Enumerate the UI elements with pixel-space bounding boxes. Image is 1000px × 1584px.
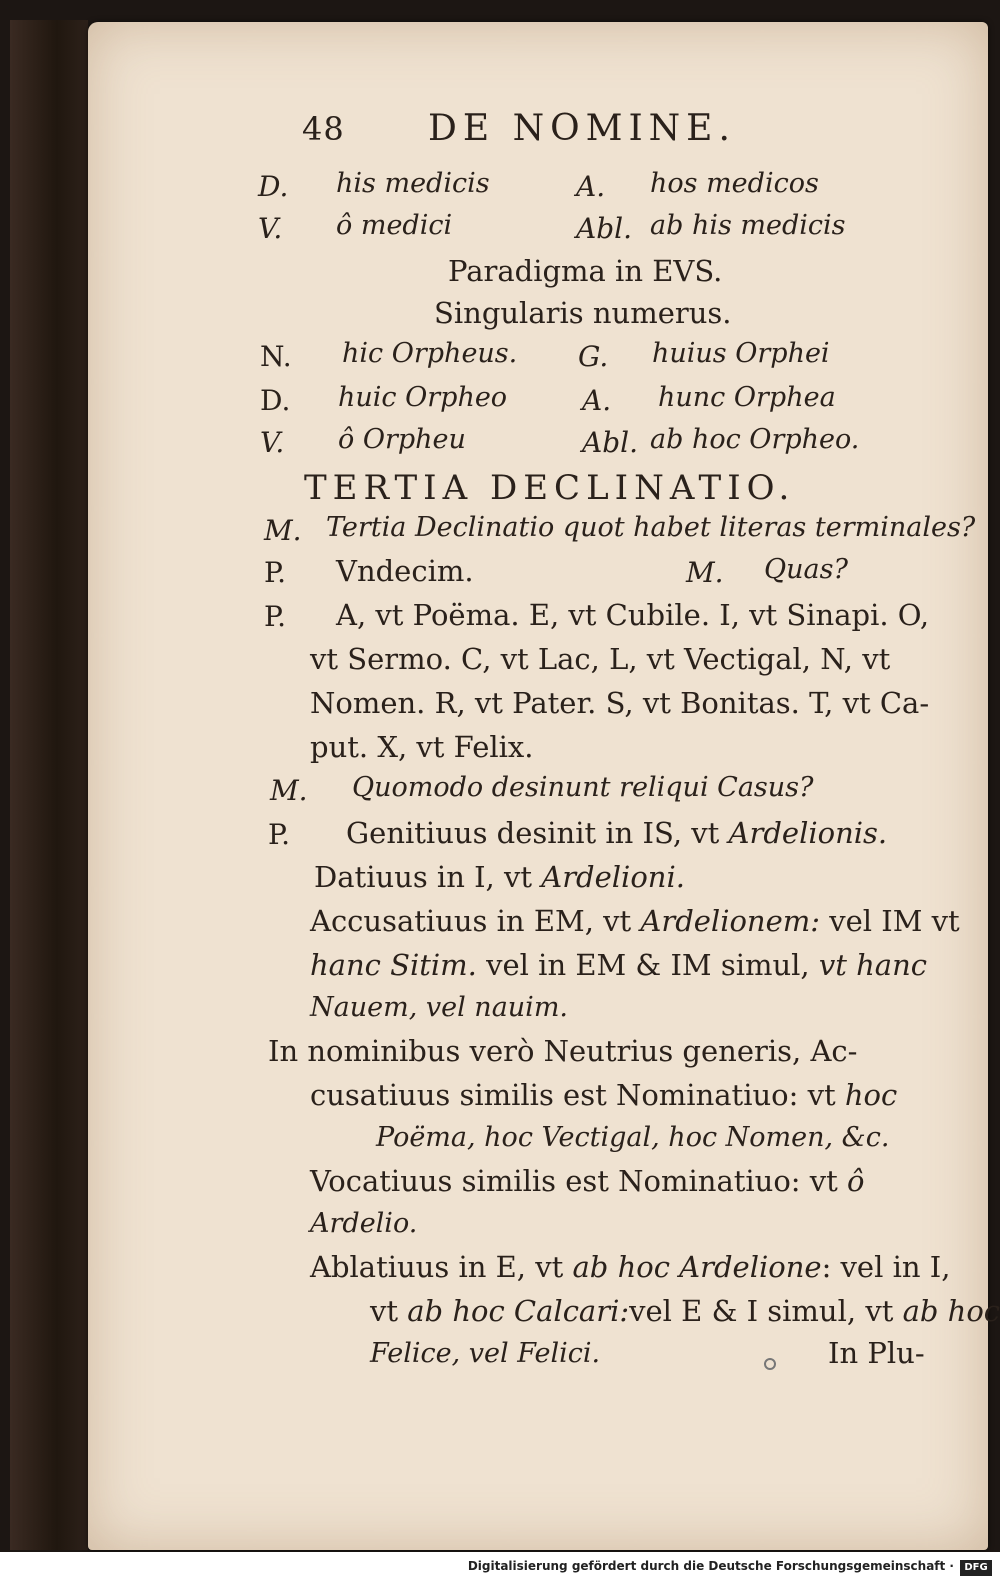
paragraph-line: Poëma, hoc Vectigal, hoc Nomen, &c. — [376, 1122, 890, 1153]
book-spine — [10, 20, 88, 1550]
case-label: N. — [260, 340, 292, 373]
book-page — [88, 22, 1000, 1550]
case-label: A. — [582, 384, 612, 417]
answer-line: Accusatiuus in EM, vt Ardelionem: vel IM vt — [310, 904, 960, 938]
case-label: A. — [576, 170, 606, 203]
case-form: ô medici — [336, 210, 453, 241]
answer-line: A, vt Poëma. E, vt Cubile. I, vt Sinapi. O, — [336, 598, 930, 632]
paragraph-line: Ablatiuus in E, vt ab hoc Ardelione: vel in I, — [310, 1250, 951, 1284]
case-label: V. — [260, 426, 285, 459]
case-label: Abl. — [582, 426, 638, 459]
case-label: Abl. — [576, 212, 632, 245]
case-label: D. — [260, 384, 291, 417]
case-form: hunc Orphea — [658, 382, 836, 413]
case-form: hic Orpheus. — [342, 338, 518, 369]
paradigma-heading: Paradigma in EVS. — [448, 254, 723, 288]
speaker-label: M. — [686, 556, 724, 589]
paragraph-line: Felice, vel Felici. — [370, 1338, 601, 1369]
page-number: 48 — [302, 110, 345, 148]
speaker-label: P. — [264, 556, 287, 589]
section-title: TERTIA DECLINATIO. — [304, 468, 796, 508]
answer-line: vt Sermo. C, vt Lac, L, vt Vectigal, N, vt — [310, 642, 891, 676]
running-title: DE NOMINE. — [428, 108, 736, 149]
case-form: ô Orpheu — [338, 424, 466, 455]
speaker-label: M. — [264, 514, 302, 547]
speaker-label: P. — [268, 818, 291, 851]
question-text: Tertia Declinatio quot habet literas terminales? — [326, 512, 976, 543]
case-form: hos medicos — [650, 168, 819, 199]
answer-line: Nauem, vel nauim. — [310, 992, 569, 1023]
case-form: his medicis — [336, 168, 490, 199]
question-text: Quomodo desinunt reliqui Casus? — [352, 772, 814, 803]
case-form: ab his medicis — [650, 210, 846, 241]
answer-line: Datiuus in I, vt Ardelioni. — [314, 860, 685, 894]
footer-credit: Digitalisierung gefördert durch die Deutsche Forschungsgemeinschaft · — [467, 1559, 954, 1573]
question-text: Quas? — [764, 554, 848, 585]
paragraph-line: cusatiuus similis est Nominatiuo: vt hoc — [310, 1078, 898, 1112]
answer-line: put. X, vt Felix. — [310, 730, 534, 764]
case-form: huius Orphei — [652, 338, 830, 369]
dfg-logo: DFG — [960, 1560, 992, 1576]
case-label: D. — [258, 170, 289, 203]
ink-spot — [764, 1358, 776, 1370]
paragraph-line: Vocatiuus similis est Nominatiuo: vt ô — [310, 1164, 865, 1198]
answer-line: Genitiuus desinit in IS, vt Ardelionis. — [346, 816, 888, 850]
speaker-label: M. — [270, 774, 308, 807]
case-label: G. — [578, 340, 609, 373]
speaker-label: P. — [264, 600, 287, 633]
answer-text: Vndecim. — [336, 554, 474, 588]
case-label: V. — [258, 212, 283, 245]
case-form: huic Orpheo — [338, 382, 508, 413]
paragraph-line: vt ab hoc Calcari:vel E & I simul, vt ab hoc — [370, 1294, 1000, 1328]
catchword: In Plu- — [828, 1336, 925, 1370]
singularis-heading: Singularis numerus. — [434, 296, 732, 330]
answer-line: hanc Sitim. vel in EM & IM simul, vt hanc — [310, 948, 928, 982]
case-form: ab hoc Orpheo. — [650, 424, 860, 455]
paragraph-line: Ardelio. — [310, 1208, 418, 1239]
answer-line: Nomen. R, vt Pater. S, vt Bonitas. T, vt Ca- — [310, 686, 930, 720]
digitization-footer — [0, 1552, 1000, 1584]
paragraph-line: In nominibus verò Neutrius generis, Ac- — [268, 1034, 858, 1068]
